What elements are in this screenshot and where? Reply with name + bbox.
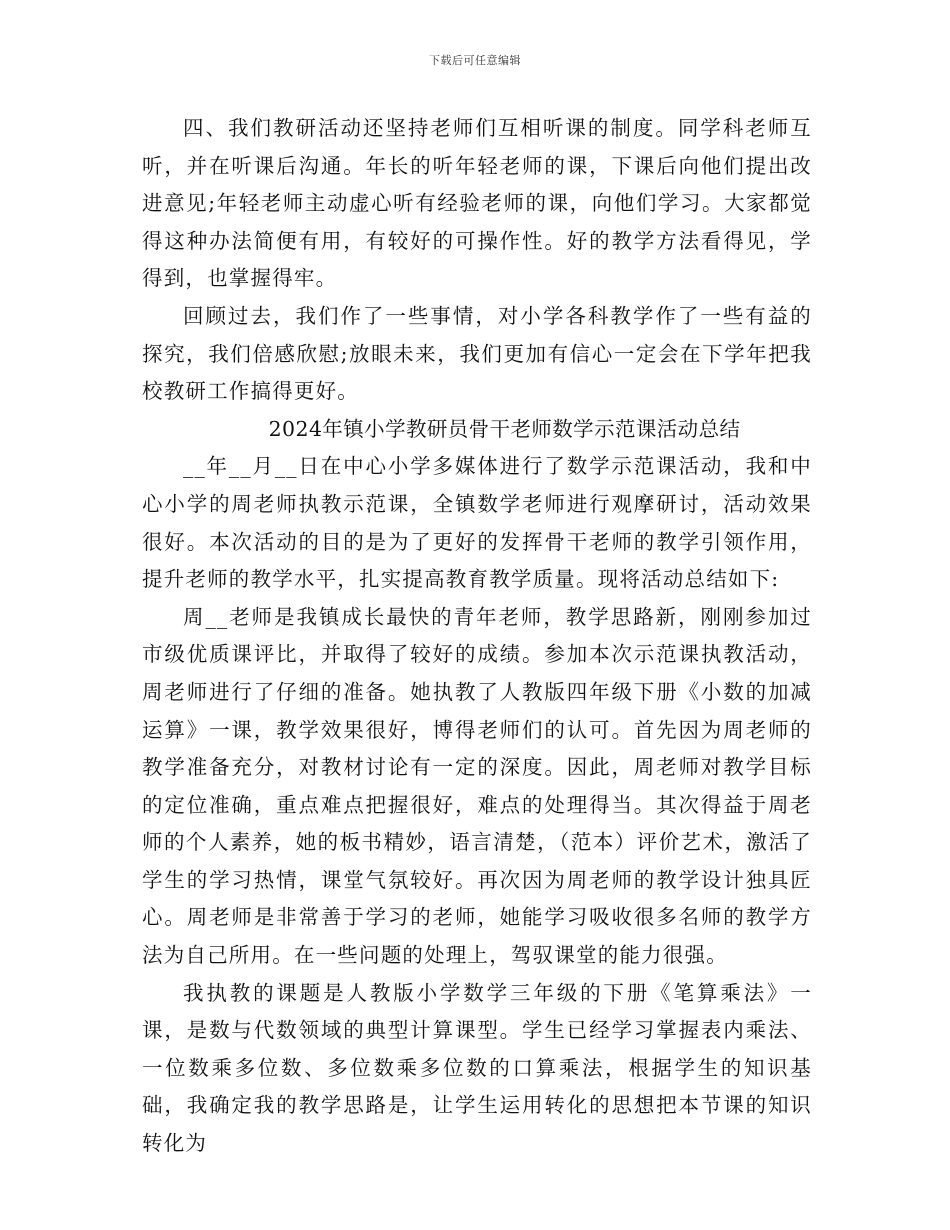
paragraph-review: 回顾过去，我们作了一些事情，对小学各科教学作了一些有益的探究，我们倍感欣慰;放眼未来，我们更加有信心一定会在下学年把我校教研工作搞得更好。 [142, 303, 812, 404]
paragraph-teaching-observation: 四、我们教研活动还坚持老师们互相听课的制度。同学科老师互听，并在听课后沟通。年长的听年轻老师的课，下课后向他们提出改进意见;年轻老师主动虚心听有经验老师的课，向他们学习。大家都觉得这种办法简便有用，有较好的可操作性。好的教学方法看得见，学得到，也掌握得牢。 [142, 116, 812, 291]
paragraph-my-lesson: 我执教的课题是人教版小学数学三年级的下册《笔算乘法》一课，是数与代数领域的典型计算课型。学生已经学习掌握表内乘法、一位数乘多位数、多位数乘多位数的口算乘法，根据学生的知识基础，我确定我的教学思路是，让学生运用转化的思想把本节课的知识转化为 [142, 980, 812, 1156]
section-title: 2024年镇小学教研员骨干老师数学示范课活动总结 [268, 416, 741, 441]
paragraph-teacher-zhou: 周__老师是我镇成长最快的青年老师，教学思路新，刚刚参加过市级优质课评比，并取得了较好的成绩。参加本次示范课执教活动，周老师进行了仔细的准备。她执教了人教版四年级下册《小数的加减运算》一课，教学效果很好，博得老师们的认可。首先因为周老师的教学准备充分，对教材讨论有一定的深度。因此，周老师对教学目标的定位准确，重点难点把握很好，难点的处理得当。其次得益于周老师的个人素养，她的板书精妙，语言清楚，（范本）评价艺术，激活了学生的学习热情，课堂气氛较好。再次因为周老师的教学设计独具匠心。周老师是非常善于学习的老师，她能学习吸收很多名师的教学方法为自己所用。在一些问题的处理上，驾驭课堂的能力很强。 [142, 604, 812, 968]
document-body [142, 110, 812, 1163]
paragraph-activity-intro: __年__月__日在中心小学多媒体进行了数学示范课活动，我和中心小学的周老师执教示范课，全镇数学老师进行观摩研讨，活动效果很好。本次活动的目的是为了更好的发挥骨干老师的教学引领作用，提升老师的教学水平，扎实提高教育教学质量。现将活动总结如下: [142, 454, 812, 592]
page-header: 下载后可任意编辑 [429, 54, 521, 67]
